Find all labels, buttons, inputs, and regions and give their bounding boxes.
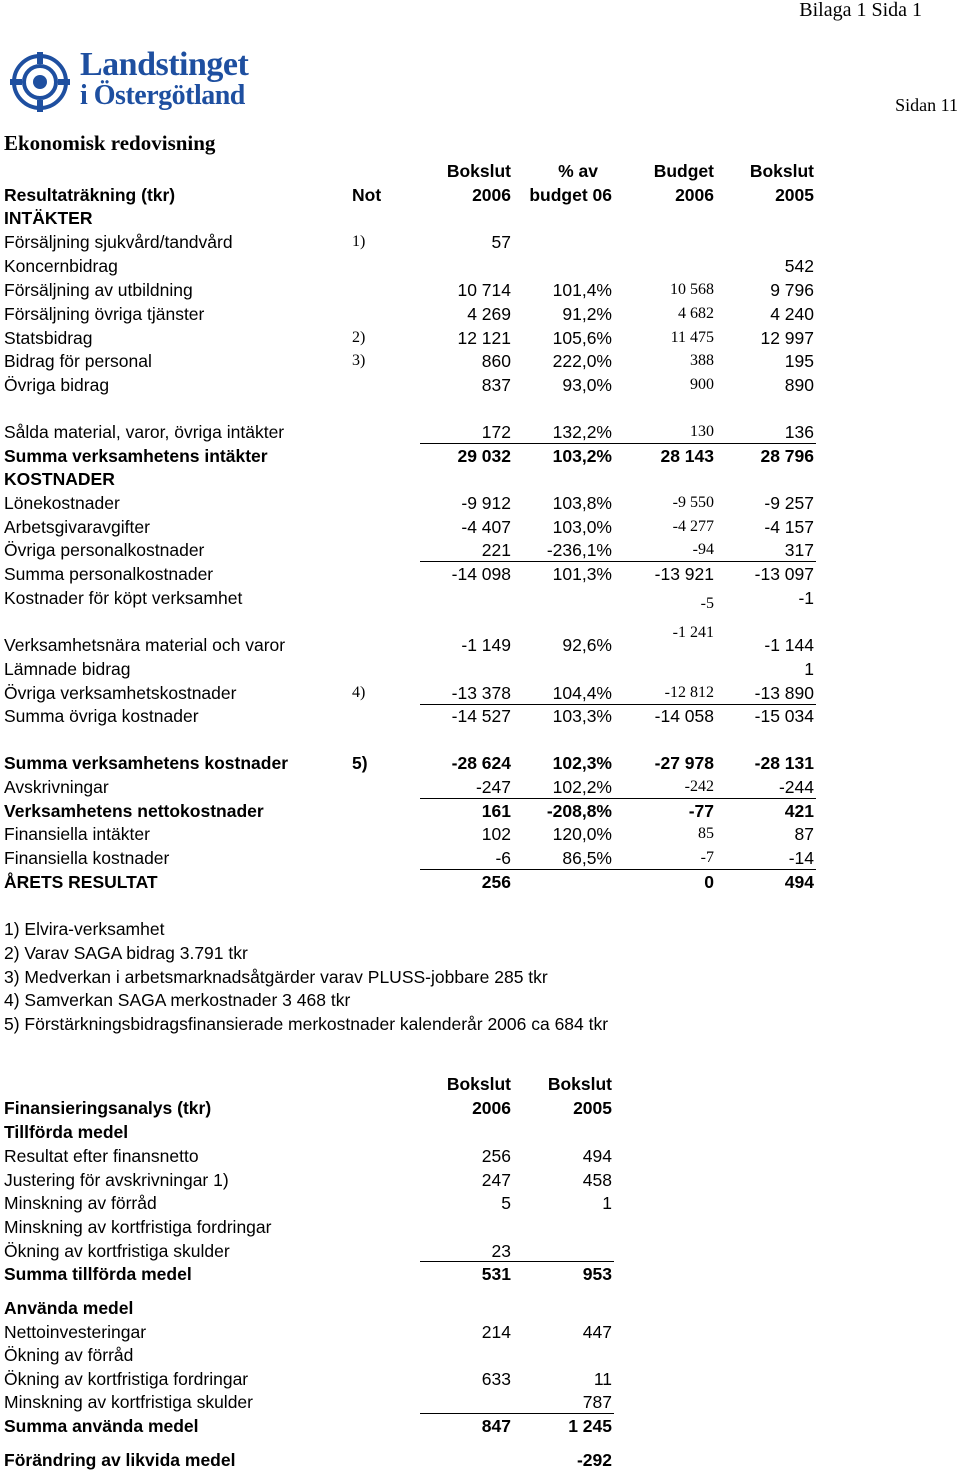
note-ref: 5) bbox=[352, 753, 368, 773]
income-row bbox=[0, 609, 960, 641]
value-2006: 531 bbox=[481, 1264, 511, 1284]
row-label: Sålda material, varor, övriga intäkter bbox=[4, 422, 285, 442]
value-budget-2006: -4 277 bbox=[672, 518, 714, 535]
value-2006: 214 bbox=[481, 1322, 511, 1342]
value-budget-2006: -7 bbox=[700, 849, 714, 866]
income-row bbox=[0, 681, 960, 705]
sum-underline bbox=[420, 1413, 614, 1414]
value-bokslut-2005: 494 bbox=[784, 872, 814, 892]
sum-underline bbox=[420, 1261, 614, 1262]
row-label: Arbetsgivaravgifter bbox=[4, 517, 150, 537]
value-2005: 447 bbox=[582, 1322, 612, 1342]
value-bokslut-2006: 57 bbox=[491, 232, 511, 252]
value-pct-budget: 92,6% bbox=[562, 635, 612, 655]
value-bokslut-2005: -1 144 bbox=[764, 635, 814, 655]
value-bokslut-2005: 4 240 bbox=[770, 304, 814, 324]
row-label: Avskrivningar bbox=[4, 777, 109, 797]
value-budget-2006: 85 bbox=[698, 825, 714, 842]
value-bokslut-2005: -28 131 bbox=[754, 753, 814, 773]
fin-header-bokslut-2005: Bokslut bbox=[547, 1074, 612, 1094]
value-budget-2006: -14 058 bbox=[654, 706, 714, 726]
value-pct-budget: 102,2% bbox=[552, 777, 612, 797]
financing-row bbox=[0, 1448, 960, 1472]
financing-row bbox=[0, 1296, 960, 1320]
row-label: Tillförda medel bbox=[4, 1122, 129, 1142]
row-label: Använda medel bbox=[4, 1298, 134, 1318]
row-label: Summa tillförda medel bbox=[4, 1264, 192, 1284]
value-budget-2006: -5 bbox=[700, 595, 714, 612]
income-row bbox=[0, 846, 960, 870]
header-budget: Budget bbox=[653, 161, 714, 181]
value-bokslut-2005: -1 bbox=[798, 588, 814, 608]
header-budget-year: 2006 bbox=[675, 185, 714, 205]
income-row bbox=[0, 657, 960, 681]
header-year-2005: 2005 bbox=[775, 185, 814, 205]
value-bokslut-2005: 9 796 bbox=[770, 280, 814, 300]
value-2005: 1 bbox=[602, 1193, 612, 1213]
value-budget-2006: -12 812 bbox=[664, 684, 714, 701]
value-pct-budget: 132,2% bbox=[552, 422, 612, 442]
fin-header-year-2006: 2006 bbox=[472, 1098, 511, 1118]
value-budget-2006: -77 bbox=[688, 801, 714, 821]
income-row bbox=[0, 373, 960, 397]
income-row bbox=[0, 751, 960, 775]
income-row bbox=[0, 491, 960, 515]
page-header-bilaga: Bilaga 1 Sida 1 bbox=[799, 0, 922, 21]
value-bokslut-2005: -13 097 bbox=[754, 564, 814, 584]
note-ref: 3) bbox=[352, 352, 366, 369]
row-label: Ökning av kortfristiga skulder bbox=[4, 1241, 230, 1261]
value-budget-2006: -13 921 bbox=[654, 564, 714, 584]
financing-header-row-2 bbox=[0, 1096, 960, 1120]
value-2005: 494 bbox=[582, 1146, 612, 1166]
fin-header-year-2005: 2005 bbox=[573, 1098, 612, 1118]
row-label: Summa verksamhetens kostnader bbox=[4, 753, 289, 773]
value-bokslut-2005: 542 bbox=[784, 256, 814, 276]
value-2005: 1 245 bbox=[568, 1416, 612, 1436]
value-budget-2006: -242 bbox=[684, 778, 714, 795]
value-bokslut-2006: 256 bbox=[481, 872, 511, 892]
financing-row bbox=[0, 1367, 960, 1391]
value-pct-budget: 103,8% bbox=[552, 493, 612, 513]
value-bokslut-2006: -9 912 bbox=[461, 493, 511, 513]
footnote: 5) Förstärkningsbidragsfinansierade merkostnader kalenderår 2006 ca 684 tkr bbox=[4, 1014, 609, 1034]
note-ref: 1) bbox=[352, 233, 366, 250]
income-row bbox=[0, 586, 960, 610]
value-bokslut-2005: 317 bbox=[784, 540, 814, 560]
value-2006: 23 bbox=[491, 1241, 511, 1261]
value-budget-2006: 28 143 bbox=[660, 446, 714, 466]
row-label: Summa övriga kostnader bbox=[4, 706, 199, 726]
row-label: Försäljning sjukvård/tandvård bbox=[4, 232, 233, 252]
value-pct-budget: 101,3% bbox=[552, 564, 612, 584]
footnote: 4) Samverkan SAGA merkostnader 3 468 tkr bbox=[4, 990, 351, 1010]
income-table-title: Resultaträkning (tkr) bbox=[4, 185, 176, 205]
row-label: Koncernbidrag bbox=[4, 256, 118, 276]
income-row bbox=[0, 515, 960, 539]
value-2006: 247 bbox=[481, 1170, 511, 1190]
value-budget-2006: -9 550 bbox=[672, 494, 714, 511]
value-2005: -292 bbox=[576, 1450, 612, 1470]
row-label: Verksamhetsnära material och varor bbox=[4, 635, 286, 655]
value-bokslut-2006: -14 098 bbox=[451, 564, 511, 584]
row-label: Finansiella intäkter bbox=[4, 824, 150, 844]
row-label: Förändring av likvida medel bbox=[4, 1450, 236, 1470]
row-label: Lämnade bidrag bbox=[4, 659, 131, 679]
value-bokslut-2005: -244 bbox=[778, 777, 814, 797]
value-bokslut-2006: -28 624 bbox=[451, 753, 511, 773]
row-label: INTÄKTER bbox=[4, 208, 93, 228]
logo-line-1: Landstinget bbox=[80, 46, 249, 83]
income-row bbox=[0, 562, 960, 586]
value-bokslut-2006: -4 407 bbox=[461, 517, 511, 537]
value-budget-2006: -27 978 bbox=[654, 753, 714, 773]
value-bokslut-2006: -14 527 bbox=[451, 706, 511, 726]
value-pct-budget: 101,4% bbox=[552, 280, 612, 300]
value-bokslut-2005: 136 bbox=[784, 422, 814, 442]
income-row bbox=[0, 349, 960, 373]
value-bokslut-2005: -9 257 bbox=[764, 493, 814, 513]
row-label: Övriga personalkostnader bbox=[4, 540, 205, 560]
value-budget-2006: 0 bbox=[704, 872, 714, 892]
row-label: Justering för avskrivningar 1) bbox=[4, 1170, 229, 1190]
value-budget-2006: 10 568 bbox=[670, 281, 714, 298]
row-label: Resultat efter finansnetto bbox=[4, 1146, 199, 1166]
value-2006: 256 bbox=[481, 1146, 511, 1166]
row-label: Övriga bidrag bbox=[4, 375, 110, 395]
row-label: Ökning av kortfristiga fordringar bbox=[4, 1369, 249, 1389]
value-bokslut-2006: 837 bbox=[481, 375, 511, 395]
value-bokslut-2006: 4 269 bbox=[467, 304, 511, 324]
value-budget-2006: 388 bbox=[690, 352, 714, 369]
row-label: Nettoinvesteringar bbox=[4, 1322, 147, 1342]
header-bokslut-2005: Bokslut bbox=[749, 161, 814, 181]
value-bokslut-2006: 102 bbox=[481, 824, 511, 844]
header-not: Not bbox=[352, 185, 382, 205]
value-bokslut-2005: 87 bbox=[794, 824, 814, 844]
value-pct-budget: -236,1% bbox=[546, 540, 612, 560]
row-label: Minskning av kortfristiga fordringar bbox=[4, 1217, 272, 1237]
income-row bbox=[0, 870, 960, 894]
value-budget-2006: -94 bbox=[692, 541, 714, 558]
value-2005: 11 bbox=[593, 1369, 612, 1389]
value-2006: 5 bbox=[501, 1193, 511, 1213]
value-bokslut-2006: 172 bbox=[481, 422, 511, 442]
income-row bbox=[0, 467, 960, 491]
income-row bbox=[0, 633, 960, 657]
value-bokslut-2005: 1 bbox=[804, 659, 814, 679]
income-header-row-2 bbox=[0, 183, 960, 207]
income-header-row-1 bbox=[0, 159, 960, 183]
row-label: Minskning av kortfristiga skulder bbox=[4, 1392, 253, 1412]
value-bokslut-2005: -15 034 bbox=[754, 706, 814, 726]
value-pct-budget: -208,8% bbox=[546, 801, 612, 821]
income-row bbox=[0, 799, 960, 823]
value-pct-budget: 86,5% bbox=[562, 848, 612, 868]
row-label: Finansiella kostnader bbox=[4, 848, 170, 868]
value-bokslut-2006: 860 bbox=[481, 351, 511, 371]
row-label: Verksamhetens nettokostnader bbox=[4, 801, 264, 821]
value-pct-budget: 120,0% bbox=[552, 824, 612, 844]
income-row bbox=[0, 775, 960, 799]
fin-header-bokslut-2006: Bokslut bbox=[446, 1074, 511, 1094]
logo bbox=[8, 46, 278, 114]
income-row bbox=[0, 206, 960, 230]
value-pct-budget: 103,0% bbox=[552, 517, 612, 537]
value-budget-2006: 4 682 bbox=[678, 305, 714, 322]
value-bokslut-2005: 28 796 bbox=[760, 446, 814, 466]
header-bokslut-2006: Bokslut bbox=[446, 161, 511, 181]
income-row bbox=[0, 704, 960, 728]
row-label: Ökning av förråd bbox=[4, 1345, 134, 1365]
income-row bbox=[0, 822, 960, 846]
value-pct-budget: 102,3% bbox=[552, 753, 612, 773]
value-pct-budget: 93,0% bbox=[562, 375, 612, 395]
note-ref: 2) bbox=[352, 329, 366, 346]
row-label: Övriga verksamhetskostnader bbox=[4, 683, 237, 703]
value-bokslut-2006: 29 032 bbox=[457, 446, 511, 466]
note-ref: 4) bbox=[352, 684, 366, 701]
value-budget-2006: 130 bbox=[690, 423, 714, 440]
value-bokslut-2006: -247 bbox=[475, 777, 511, 797]
row-label: Lönekostnader bbox=[4, 493, 120, 513]
financing-row bbox=[0, 1343, 960, 1367]
income-row bbox=[0, 254, 960, 278]
income-row bbox=[0, 230, 960, 254]
footnote: 3) Medverkan i arbetsmarknadsåtgärder varav PLUSS-jobbare 285 tkr bbox=[4, 967, 548, 987]
header-year-2006: 2006 bbox=[472, 185, 511, 205]
value-bokslut-2005: 890 bbox=[784, 375, 814, 395]
value-budget-2006: 900 bbox=[690, 376, 714, 393]
income-row bbox=[0, 538, 960, 562]
row-label: Kostnader för köpt verksamhet bbox=[4, 588, 243, 608]
financing-row bbox=[0, 1168, 960, 1192]
value-pct-budget: 222,0% bbox=[552, 351, 612, 371]
header-budget-06: budget 06 bbox=[529, 185, 612, 205]
header-pct-av: % av bbox=[558, 161, 598, 181]
financing-row bbox=[0, 1144, 960, 1168]
value-pct-budget: 104,4% bbox=[552, 683, 612, 703]
value-budget-2006: 11 475 bbox=[670, 329, 714, 346]
row-label: KOSTNADER bbox=[4, 469, 115, 489]
row-label: Försäljning av utbildning bbox=[4, 280, 193, 300]
value-2006: 633 bbox=[481, 1369, 511, 1389]
value-bokslut-2005: 421 bbox=[784, 801, 814, 821]
value-bokslut-2006: -1 149 bbox=[461, 635, 511, 655]
value-2005: 458 bbox=[582, 1170, 612, 1190]
document-title: Ekonomisk redovisning bbox=[4, 131, 216, 155]
income-row bbox=[0, 302, 960, 326]
value-bokslut-2005: -13 890 bbox=[754, 683, 814, 703]
income-row bbox=[0, 278, 960, 302]
value-pct-budget: 103,2% bbox=[552, 446, 612, 466]
financing-row bbox=[0, 1262, 960, 1286]
row-label: Försäljning övriga tjänster bbox=[4, 304, 205, 324]
financing-header-row-1 bbox=[0, 1072, 960, 1096]
financing-table-title: Finansieringsanalys (tkr) bbox=[4, 1098, 212, 1118]
income-row bbox=[0, 326, 960, 350]
row-label: Summa använda medel bbox=[4, 1416, 199, 1436]
financing-row bbox=[0, 1120, 960, 1144]
value-bokslut-2006: -13 378 bbox=[451, 683, 511, 703]
value-pct-budget: 91,2% bbox=[562, 304, 612, 324]
value-bokslut-2005: -14 bbox=[788, 848, 814, 868]
row-label: Bidrag för personal bbox=[4, 351, 152, 371]
value-pct-budget: 105,6% bbox=[552, 328, 612, 348]
value-bokslut-2006: -6 bbox=[495, 848, 511, 868]
value-bokslut-2005: -4 157 bbox=[764, 517, 814, 537]
financing-row bbox=[0, 1215, 960, 1239]
value-bokslut-2006: 12 121 bbox=[457, 328, 511, 348]
financing-row bbox=[0, 1191, 960, 1215]
value-bokslut-2006: 221 bbox=[481, 540, 511, 560]
logo-emblem-icon bbox=[8, 50, 72, 114]
value-bokslut-2006: 10 714 bbox=[457, 280, 511, 300]
row-label: ÅRETS RESULTAT bbox=[4, 872, 158, 892]
value-bokslut-2005: 195 bbox=[784, 351, 814, 371]
financing-row bbox=[0, 1414, 960, 1438]
value-2006: 847 bbox=[481, 1416, 511, 1436]
page-number: Sidan 11 bbox=[895, 95, 958, 115]
logo-line-2: i Östergötland bbox=[80, 80, 245, 111]
footnote: 1) Elvira-verksamhet bbox=[4, 919, 165, 939]
row-label: Statsbidrag bbox=[4, 328, 93, 348]
row-label: Summa personalkostnader bbox=[4, 564, 214, 584]
footnote: 2) Varav SAGA bidrag 3.791 tkr bbox=[4, 943, 248, 963]
value-budget-2006: -1 241 bbox=[672, 624, 714, 641]
value-pct-budget: 103,3% bbox=[552, 706, 612, 726]
financing-row bbox=[0, 1320, 960, 1344]
row-label: Summa verksamhetens intäkter bbox=[4, 446, 268, 466]
value-2005: 953 bbox=[582, 1264, 612, 1284]
financing-row bbox=[0, 1390, 960, 1414]
row-label: Minskning av förråd bbox=[4, 1193, 157, 1213]
income-row bbox=[0, 420, 960, 444]
value-bokslut-2005: 12 997 bbox=[760, 328, 814, 348]
income-row bbox=[0, 444, 960, 468]
value-bokslut-2006: 161 bbox=[481, 801, 511, 821]
financing-row bbox=[0, 1239, 960, 1263]
value-2005: 787 bbox=[582, 1392, 612, 1412]
